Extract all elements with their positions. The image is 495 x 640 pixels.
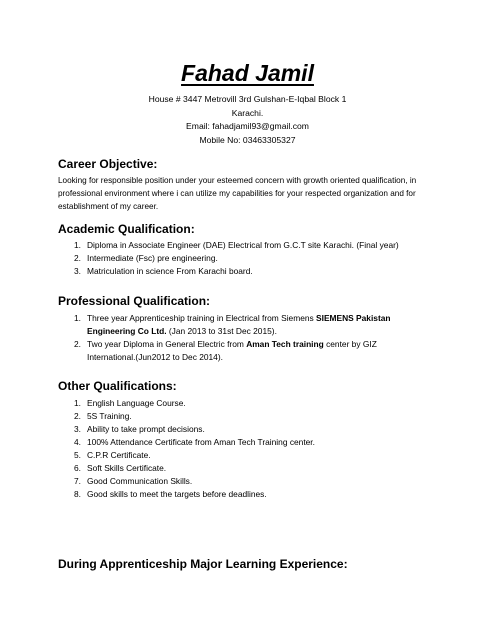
other-qualifications-heading: Other Qualifications: — [58, 379, 177, 393]
academic-qualification-heading: Academic Qualification: — [58, 222, 195, 236]
address-line-2: Karachi. — [231, 107, 264, 118]
list-item: 4. 100% Attendance Certificate from Aman Tech Training center. — [74, 437, 315, 447]
professional-qualification-list — [58, 312, 413, 364]
other-qualifications-list — [58, 397, 458, 501]
career-objective-heading: Career Objective: — [58, 157, 158, 171]
list-item: 1. English Language Course. — [74, 398, 186, 408]
list-item: 3. Ability to take prompt decisions. — [74, 424, 205, 434]
academic-qualification-list — [58, 239, 458, 278]
professional-qualification-heading: Professional Qualification: — [58, 294, 211, 308]
list-item: 1. Three year Apprenticeship training in Electrical from Siemens SIEMENS Pakistan Engineering Co Ltd. (Jan 2013 to 31st Dec 2015). — [74, 313, 391, 336]
list-item: 8. Good skills to meet the targets before deadlines. — [74, 489, 267, 499]
list-item: 2. Intermediate (Fsc) pre engineering. — [74, 253, 218, 263]
address-line-1: House # 3447 Metrovill 3rd Gulshan-E-Iqbal Block 1 — [148, 94, 347, 104]
email-line: Email: fahadjamil93@gmail.com — [186, 121, 309, 132]
list-item: 3. Matriculation in science From Karachi board. — [74, 266, 253, 276]
list-item: 1. Diploma in Associate Engineer (DAE) Electrical from G.C.T site Karachi. (Final year) — [74, 240, 399, 250]
list-item: 2. 5S Training. — [74, 411, 132, 421]
list-item: 7. Good Communication Skills. — [74, 476, 193, 486]
list-item: 2. Two year Diploma in General Electric from Aman Tech training center by GIZ International.(Jun2012 to Dec 2014). — [74, 339, 377, 362]
contact-block — [0, 93, 495, 148]
mobile-line: Mobile No: 03463305327 — [199, 135, 296, 146]
list-item: 6. Soft Skills Certificate. — [74, 463, 167, 473]
resume-name: Fahad Jamil — [181, 60, 314, 86]
list-item: 5. C.P.R Certificate. — [74, 450, 151, 460]
career-objective-text: Looking for responsible position under your esteemed concern with growth oriented qualification, in professional environment where i can utilize my capabilities for your respected organization and for establishment of my career. — [58, 176, 417, 211]
learning-experience-heading: During Apprenticeship Major Learning Experience: — [58, 557, 348, 571]
